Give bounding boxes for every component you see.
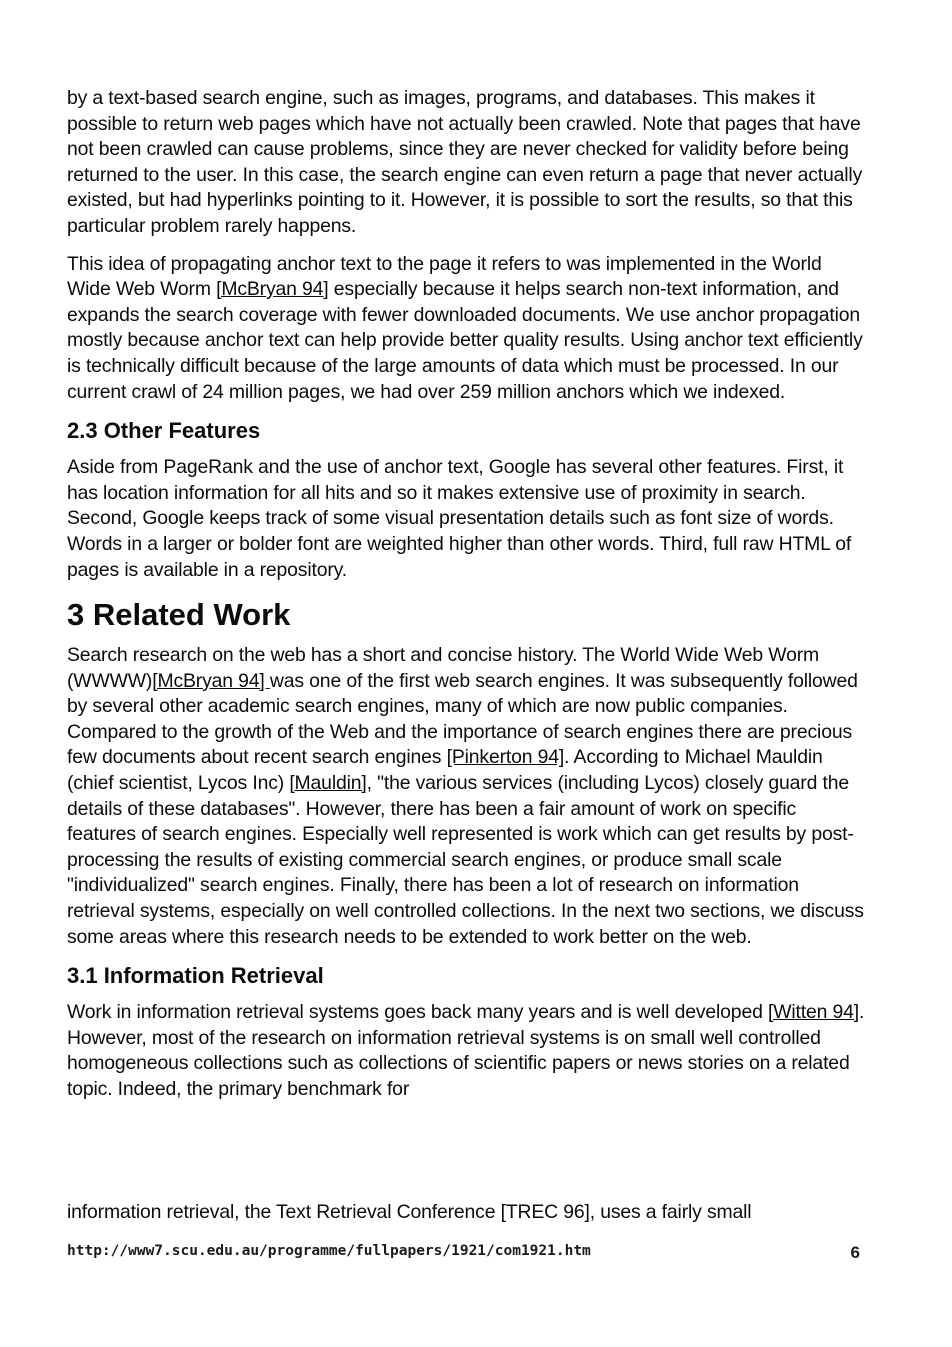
footer-url[interactable]: http://www7.scu.edu.au/programme/fullpapers/1921/com1921.htm bbox=[67, 1243, 591, 1259]
cutoff-text: information retrieval, the Text Retrieval Conference [TREC 96], uses a fairly small bbox=[67, 1201, 752, 1223]
paragraph-text: Work in information retrieval systems goes back many years and is well developed bbox=[67, 1001, 768, 1024]
section-heading-related-work: 3 Related Work bbox=[67, 597, 291, 633]
paragraph-text: . However, most of the research on information retrieval systems is on small well controlled homogeneous collections such as collections of scientific papers or news stories on a related topic. Indeed, the primary benchmark for bbox=[67, 1001, 865, 1100]
page-number: 6 bbox=[850, 1243, 860, 1262]
section-heading-other-features: 2.3 Other Features bbox=[67, 418, 261, 444]
paragraph-text: Search research on the web has a short and concise history. The World Wide Web Worm (WWWW) bbox=[67, 644, 820, 692]
paragraph-text: Aside from PageRank and the use of anchor text, Google has several other features. First, it has location information for all hits and so it makes extensive use of proximity in search. Second, Google keeps track of some visual presentation details such as font size of words. Words in a larger or bolder font are weighted higher than other words. Third, full raw HTML of pages is available in a repository. bbox=[67, 456, 852, 581]
page-footer bbox=[67, 1243, 860, 1262]
paragraph-text: by a text-based search engine, such as images, programs, and databases. This makes it possible to return web pages which have not actually been crawled. Note that pages that have not been crawled can cause problems, since they are never checked for validity before being returned to the user. In this case, the search engine can even return a page that never actually existed, but had hyperlinks pointing to it. However, it is possible to sort the results, so that this particular problem rarely happens. bbox=[67, 87, 863, 237]
citation-link-pinkerton[interactable]: [Pinkerton 94] bbox=[446, 746, 565, 769]
citation-link-mauldin[interactable]: [Mauldin] bbox=[289, 772, 367, 795]
paragraph-text: especially because it helps search non-text information, and expands the search coverage with fewer downloaded documents. We use anchor propagation mostly because anchor text can help provide better quality results. Using anchor text efficiently is technically difficult because of the large amounts of data which must be processed. In our current crawl of 24 million pages, we had over 259 million anchors which we indexed. bbox=[67, 278, 863, 403]
paragraph-text: This idea of propagating anchor text to the page it refers to was implemented in the World Wide Web Worm bbox=[67, 252, 822, 301]
citation-link-mcbryan[interactable]: [McBryan 94] bbox=[216, 278, 329, 301]
paragraph-other-features bbox=[67, 455, 867, 583]
citation-link-mcbryan[interactable]: [McBryan 94] bbox=[152, 669, 270, 692]
paragraph-related-work bbox=[67, 643, 867, 950]
paragraph-text: , "the various services (including Lycos) closely guard the details of these databases". However, there has been a fair amount of work on specific features of search engines. Especially well represented is work which can get results by post-processing the results of existing commercial search engines, or produce small scale "individualized" search engines. Finally, there has been a lot of research on information retrieval systems, especially on well controlled collections. In the next two sections, we discuss some areas where this research needs to be extended to work better on the web. bbox=[67, 772, 864, 948]
section-heading-information-retrieval: 3.1 Information Retrieval bbox=[67, 963, 324, 989]
page-content bbox=[67, 86, 867, 1115]
paragraph-anchor-nontext bbox=[67, 86, 867, 240]
paragraph-information-retrieval bbox=[67, 1000, 867, 1102]
paragraph-text: . According to Michael Mauldin (chief scientist, Lycos Inc) bbox=[67, 746, 823, 795]
paragraph-text: was one of the first web search engines. It was subsequently followed by several other academic search engines, many of which are now public companies. Compared to the growth of the Web and the importance of search engines there are precious few documents about recent search engines bbox=[67, 669, 858, 769]
cutoff-line bbox=[67, 1201, 867, 1228]
citation-link-witten[interactable]: [Witten 94] bbox=[767, 1001, 859, 1024]
paragraph-anchor-propagation bbox=[67, 252, 867, 406]
